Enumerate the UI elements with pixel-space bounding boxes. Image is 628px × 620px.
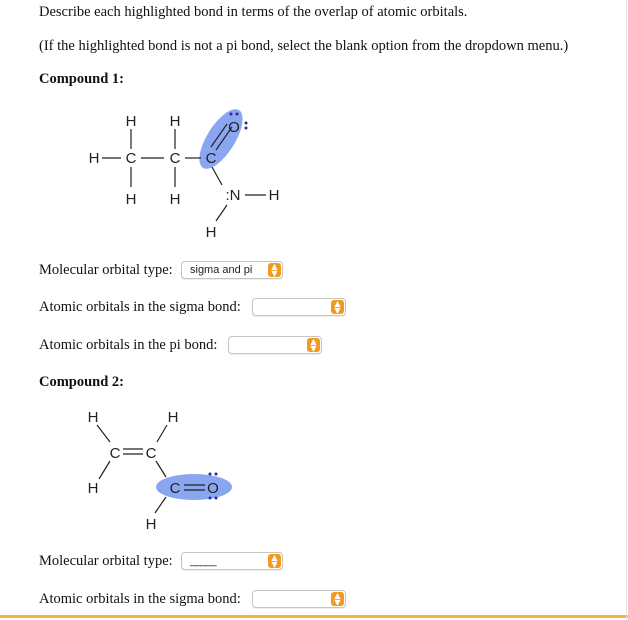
up-down-chevron-icon: ▲ ▼: [307, 338, 320, 352]
lone-pair-dot: [209, 473, 212, 476]
atom-h: H: [87, 409, 99, 426]
atom-c: C: [145, 445, 157, 462]
atom-c-carbonyl: C: [205, 150, 217, 167]
lone-pair-dot: [209, 497, 212, 500]
compound-2-heading: Compound 2:: [39, 374, 125, 390]
lone-pair-dot: [215, 473, 218, 476]
atom-o: O: [228, 119, 240, 136]
atom-h: H: [125, 191, 137, 208]
atom-h: H: [88, 150, 100, 167]
selected-value: _____: [190, 555, 216, 567]
lone-pair-dot: [215, 497, 218, 500]
instruction-text: Describe each highlighted bond in terms of the overlap of atomic orbitals.: [39, 4, 468, 20]
up-down-chevron-icon: ▲ ▼: [331, 592, 344, 606]
atom-h: H: [268, 187, 280, 204]
atom-c: C: [125, 150, 137, 167]
atom-c-carbonyl: C: [169, 480, 181, 497]
sigma-bond-label: Atomic orbitals in the sigma bond:: [39, 299, 241, 315]
up-down-chevron-icon: ▲ ▼: [331, 300, 344, 314]
instruction-note: (If the highlighted bond is not a pi bond, select the blank option from the dropdown menu.): [39, 38, 569, 54]
atom-h: H: [145, 516, 157, 533]
atom-h: H: [169, 191, 181, 208]
atom-h: H: [87, 480, 99, 497]
atom-h: H: [205, 224, 217, 241]
atom-c: C: [109, 445, 121, 462]
atom-h: H: [169, 113, 181, 130]
right-divider: [626, 0, 627, 620]
atom-h: H: [167, 409, 179, 426]
mo-type-label: Molecular orbital type:: [39, 262, 173, 278]
up-down-chevron-icon: ▲ ▼: [268, 554, 281, 568]
atom-h: H: [125, 113, 137, 130]
bottom-divider: [0, 615, 628, 618]
highlighted-bond: [156, 474, 232, 500]
mo-type-label: Molecular orbital type:: [39, 553, 173, 569]
mo-type-dropdown[interactable]: [181, 552, 283, 570]
atom-c: C: [169, 150, 181, 167]
atom-o: O: [207, 480, 219, 497]
sigma-bond-dropdown[interactable]: [252, 590, 346, 608]
up-down-chevron-icon: ▲ ▼: [268, 263, 281, 277]
sigma-bond-label: Atomic orbitals in the sigma bond:: [39, 591, 241, 607]
pi-bond-label: Atomic orbitals in the pi bond:: [39, 337, 218, 353]
selected-value: sigma and pi: [190, 264, 253, 276]
compound-1-heading: Compound 1:: [39, 71, 125, 87]
atom-n: :N: [225, 187, 241, 204]
